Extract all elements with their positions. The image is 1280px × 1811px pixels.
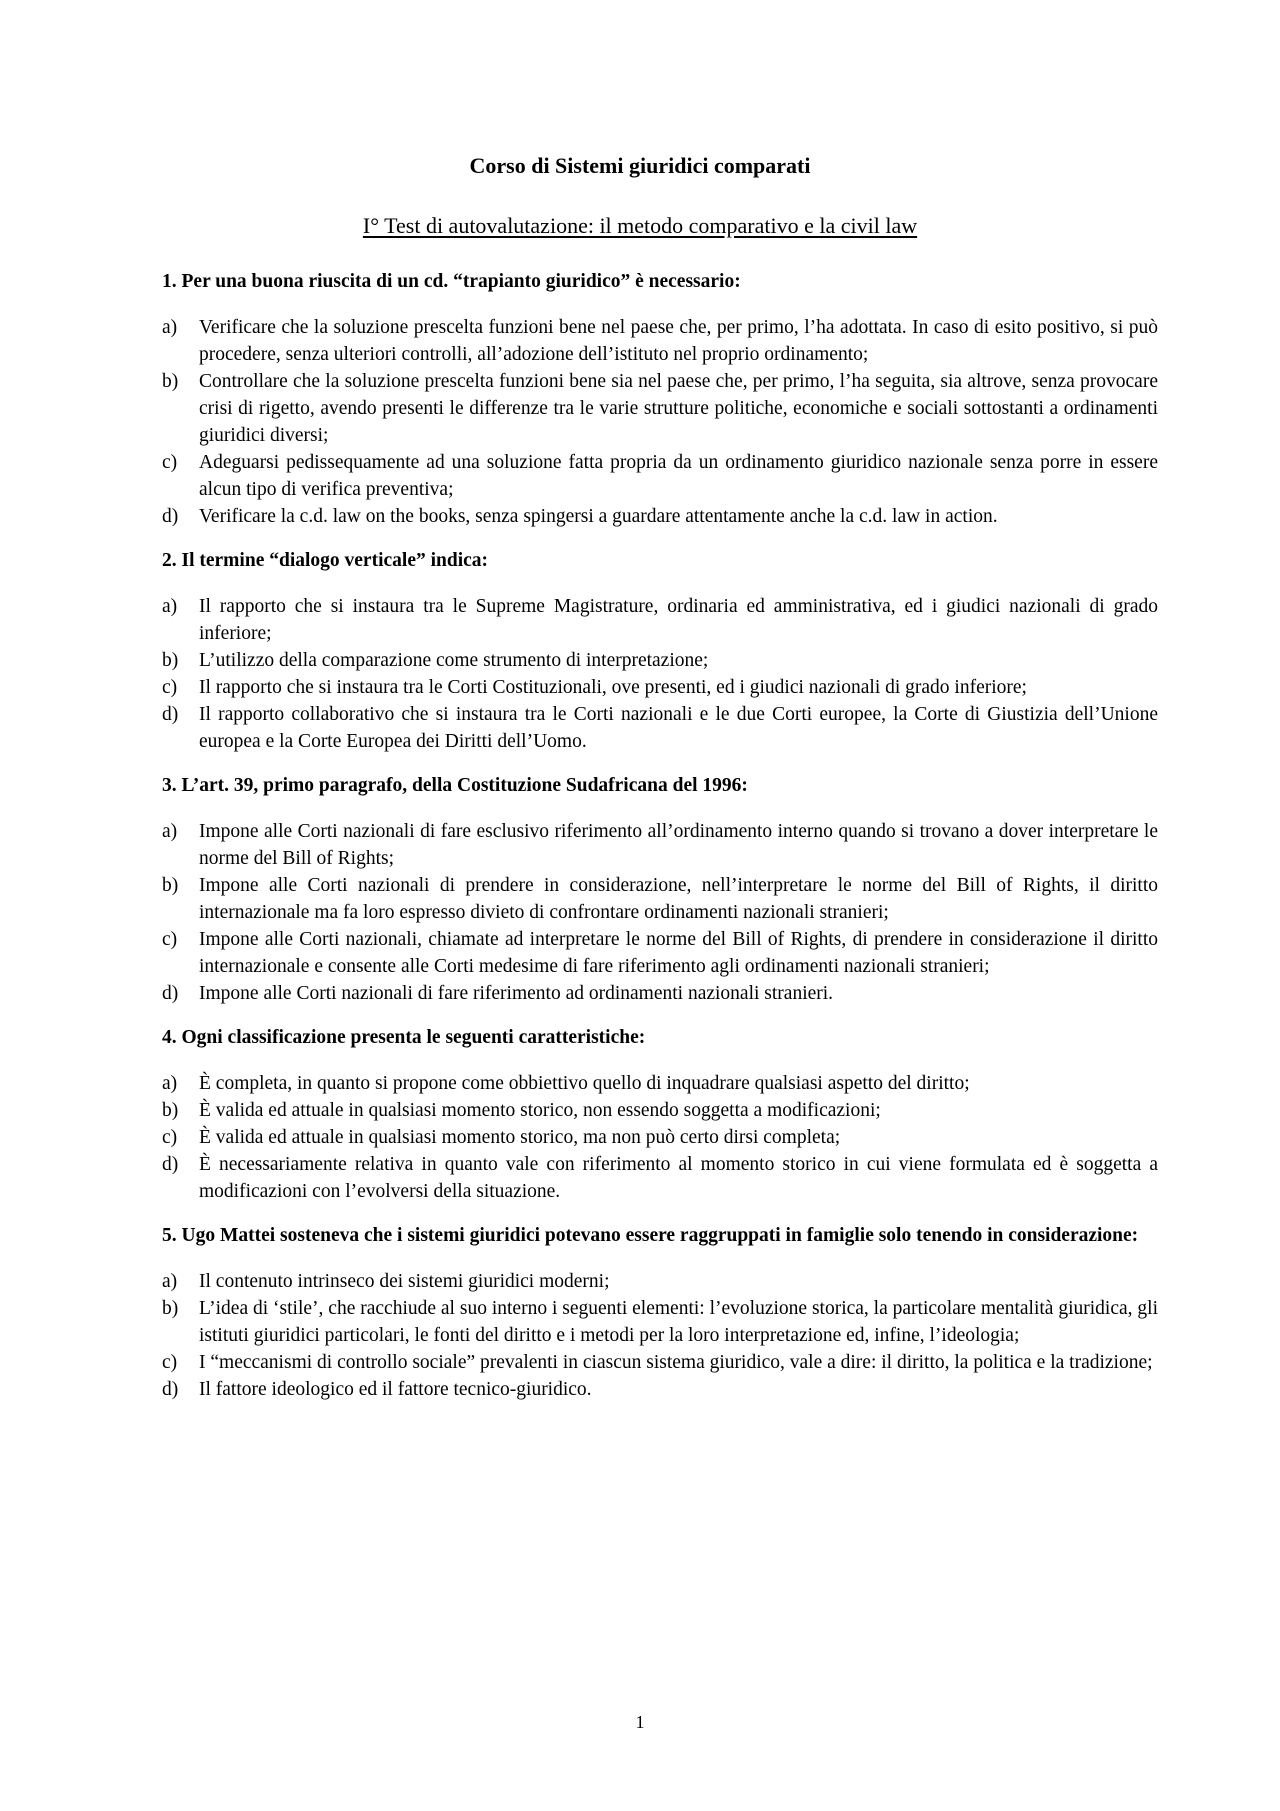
option-letter: a): [162, 821, 178, 842]
option-text: Verificare che la soluzione prescelta funzioni bene nel paese che, per primo, l’ha adottata. In caso di esito positivo, si può procedere, senza ulteriori controlli, all’adozione dell’istituto nel proprio ordinamento;: [199, 317, 1158, 365]
option-letter: c): [162, 677, 178, 698]
document-subtitle: I° Test di autovalutazione: il metodo comparativo e la civil law: [362, 213, 918, 238]
answer-option-d: [162, 980, 1158, 1007]
answer-option-b: [162, 647, 1158, 674]
answer-options: [162, 314, 1158, 530]
option-letter: d): [162, 983, 179, 1004]
question-2: [162, 547, 1158, 755]
option-letter: a): [162, 1271, 178, 1292]
question-title: 4. Ogni classificazione presenta le seguenti caratteristiche:: [162, 1027, 646, 1048]
answer-option-c: [162, 926, 1158, 980]
answer-option-b: [162, 1295, 1158, 1349]
answer-option-a: [162, 593, 1158, 647]
answer-options: [162, 818, 1158, 1007]
question-title: 2. Il termine “dialogo verticale” indica:: [162, 550, 489, 571]
page-number: 1: [635, 1712, 645, 1732]
answer-option-d: [162, 1376, 1158, 1403]
option-text: Controllare che la soluzione prescelta funzioni bene sia nel paese che, per primo, l’ha seguita, sia altrove, senza provocare crisi di rigetto, avendo presenti le differenze tra le varie strutture politiche, economiche e sociali sottostanti a ordinamenti giuridici diversi;: [199, 371, 1158, 446]
option-text: L’idea di ‘stile’, che racchiude al suo interno i seguenti elementi: l’evoluzione storica, la particolare mentalità giuridica, gli istituti giuridici particolari, le fonti del diritto e i metodi per la loro interpretazione ed, infine, l’ideologia;: [199, 1298, 1158, 1346]
option-letter: b): [162, 650, 179, 671]
option-letter: c): [162, 929, 178, 950]
option-letter: c): [162, 1352, 178, 1373]
question-3: [162, 772, 1158, 1007]
option-letter: a): [162, 317, 178, 338]
answer-option-c: [162, 449, 1158, 503]
question-4: [162, 1024, 1158, 1205]
answer-option-a: [162, 1070, 1158, 1097]
option-letter: c): [162, 452, 178, 473]
option-text: Il rapporto che si instaura tra le Corti Costituzionali, ove presenti, ed i giudici nazionali di grado inferiore;: [199, 677, 1027, 698]
answer-options: [162, 1268, 1158, 1403]
question-5: [162, 1222, 1158, 1403]
option-text: Il fattore ideologico ed il fattore tecnico-giuridico.: [199, 1379, 592, 1400]
option-text: Il rapporto collaborativo che si instaura tra le Corti nazionali e le due Corti europee, la Corte di Giustizia dell’Unione europea e la Corte Europea dei Diritti dell’Uomo.: [199, 704, 1158, 752]
document-title: Corso di Sistemi giuridici comparati: [469, 153, 811, 178]
option-text: Impone alle Corti nazionali di fare esclusivo riferimento all’ordinamento interno quando si trovano a dover interpretare le norme del Bill of Rights;: [199, 821, 1158, 869]
option-letter: d): [162, 1154, 179, 1175]
option-letter: a): [162, 1073, 178, 1094]
question-title: 5. Ugo Mattei sosteneva che i sistemi giuridici potevano essere raggruppati in famiglie solo tenendo in considerazione:: [162, 1225, 1139, 1246]
option-letter: d): [162, 506, 179, 527]
option-letter: d): [162, 1379, 179, 1400]
option-letter: b): [162, 371, 179, 392]
option-letter: a): [162, 596, 178, 617]
question-title: 3. L’art. 39, primo paragrafo, della Costituzione Sudafricana del 1996:: [162, 775, 748, 796]
option-letter: b): [162, 875, 179, 896]
option-text: È valida ed attuale in qualsiasi momento storico, non essendo soggetta a modificazioni;: [199, 1100, 881, 1121]
answer-option-b: [162, 1097, 1158, 1124]
option-letter: b): [162, 1100, 179, 1121]
answer-option-a: [162, 1268, 1158, 1295]
answer-option-d: [162, 503, 1158, 530]
question-title: 1. Per una buona riuscita di un cd. “trapianto giuridico” è necessario:: [162, 271, 741, 292]
answer-option-a: [162, 818, 1158, 872]
answer-option-c: [162, 674, 1158, 701]
option-text: Impone alle Corti nazionali di fare riferimento ad ordinamenti nazionali stranieri.: [199, 983, 834, 1004]
option-text: È necessariamente relativa in quanto vale con riferimento al momento storico in cui viene formulata ed è soggetta a modificazioni con l’evolversi della situazione.: [199, 1154, 1158, 1202]
answer-options: [162, 1070, 1158, 1205]
question-list: [162, 268, 1158, 1420]
option-text: È valida ed attuale in qualsiasi momento storico, ma non può certo dirsi completa;: [199, 1127, 841, 1148]
answer-option-c: [162, 1349, 1158, 1376]
option-letter: c): [162, 1127, 178, 1148]
answer-option-b: [162, 368, 1158, 449]
answer-options: [162, 593, 1158, 755]
answer-option-b: [162, 872, 1158, 926]
answer-option-c: [162, 1124, 1158, 1151]
option-text: Il contenuto intrinseco dei sistemi giuridici moderni;: [199, 1271, 610, 1292]
option-text: Verificare la c.d. law on the books, senza spingersi a guardare attentamente anche la c.d. law in action.: [199, 506, 998, 527]
option-letter: d): [162, 704, 179, 725]
option-text: Adeguarsi pedissequamente ad una soluzione fatta propria da un ordinamento giuridico nazionale senza porre in essere alcun tipo di verifica preventiva;: [199, 452, 1158, 500]
option-letter: b): [162, 1298, 179, 1319]
option-text: Il rapporto che si instaura tra le Supreme Magistrature, ordinaria ed amministrativa, ed i giudici nazionali di grado inferiore;: [199, 596, 1158, 644]
answer-option-a: [162, 314, 1158, 368]
option-text: Impone alle Corti nazionali, chiamate ad interpretare le norme del Bill of Rights, di prendere in considerazione il diritto internazionale e consente alle Corti medesime di fare riferimento agli ordinamenti nazionali stranieri;: [199, 929, 1158, 977]
option-text: Impone alle Corti nazionali di prendere in considerazione, nell’interpretare le norme del Bill of Rights, il diritto internazionale ma fa loro espresso divieto di confrontare ordinamenti nazionali stranieri;: [199, 875, 1158, 923]
answer-option-d: [162, 701, 1158, 755]
option-text: È completa, in quanto si propone come obbiettivo quello di inquadrare qualsiasi aspetto del diritto;: [199, 1073, 970, 1094]
option-text: L’utilizzo della comparazione come strumento di interpretazione;: [199, 650, 709, 671]
option-text: I “meccanismi di controllo sociale” prevalenti in ciascun sistema giuridico, vale a dire: il diritto, la politica e la tradizione;: [199, 1352, 1153, 1373]
answer-option-d: [162, 1151, 1158, 1205]
question-1: [162, 268, 1158, 530]
